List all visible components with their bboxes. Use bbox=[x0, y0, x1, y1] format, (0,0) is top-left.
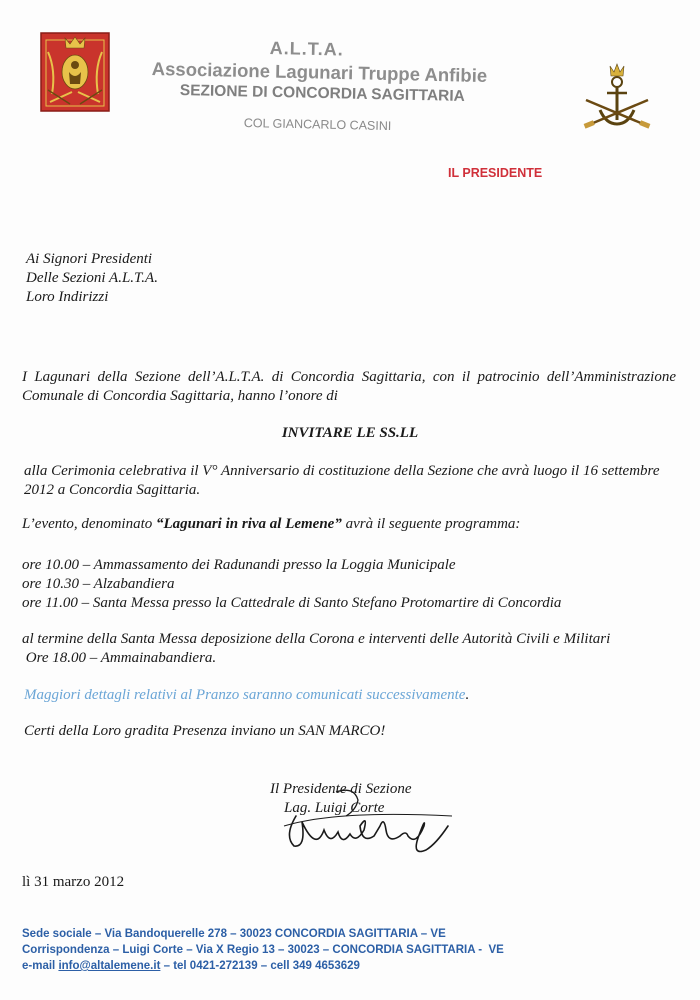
closing-line: Ore 18.00 – Ammainabandiera. bbox=[22, 650, 217, 666]
ceremony-paragraph: alla Cerimonia celebrativa il V° Anniversario di costituzione della Sezione che avrà luogo il 16 settembre 2012 a Concordia Sagittaria. bbox=[24, 463, 660, 498]
section-name: SEZIONE DI CONCORDIA SAGITTARIA bbox=[179, 82, 465, 105]
details-period: . bbox=[465, 687, 470, 703]
program-item: ore 11.00 – Santa Messa presso la Cattedrale di Santo Stefano Protomartire di Concordia bbox=[22, 595, 562, 611]
invite-heading: INVITARE LE SS.LL bbox=[281, 425, 419, 441]
details-note bbox=[24, 686, 469, 705]
email-link[interactable]: info@altalemene.it bbox=[58, 960, 161, 972]
intro-paragraph: I Lagunari della Sezione dell’A.L.T.A. di Concordia Sagittaria, con il patrocinio dell’Amministrazione Comunale di Concordia Sagittaria, hanno l’onore di bbox=[22, 369, 676, 404]
details-text: Maggiori dettagli relativi al Pranzo saranno comunicati successivamente bbox=[24, 687, 466, 703]
signature-name: Lag. Luigi Corte bbox=[284, 800, 385, 816]
anchor-emblem-icon bbox=[582, 60, 652, 136]
closing-paragraph bbox=[22, 630, 610, 668]
footer-address: Sede sociale – Via Bandoquerelle 278 – 30023 CONCORDIA SAGITTARIA – VE bbox=[22, 928, 446, 940]
phone-numbers: – tel 0421-272139 – cell 349 4653629 bbox=[160, 960, 360, 972]
event-prefix: L’evento, denominato bbox=[22, 516, 156, 532]
handwritten-signature bbox=[276, 786, 456, 856]
email-label: e-mail bbox=[22, 960, 59, 972]
footer-correspondence: Corrispondenza – Luigi Corte – Via X Regio 13 – 30023 – CONCORDIA SAGITTARIA - VE bbox=[22, 944, 504, 956]
crest-emblem-icon bbox=[40, 32, 110, 112]
signature-title: Il Presidente di Sezione bbox=[270, 781, 412, 797]
footer-contacts bbox=[22, 960, 360, 972]
closing-line: al termine della Santa Messa deposizione della Corona e interventi delle Autorità Civili e Militari bbox=[22, 631, 611, 647]
president-label: IL PRESIDENTE bbox=[448, 166, 543, 180]
document-date: lì 31 marzo 2012 bbox=[22, 874, 125, 890]
event-paragraph bbox=[22, 515, 520, 534]
association-name: Associazione Lagunari Truppe Anfibie bbox=[151, 58, 488, 87]
program-item: ore 10.00 – Ammassamento dei Radunandi presso la Loggia Municipale bbox=[22, 557, 456, 573]
event-name: “Lagunari in riva al Lemene” bbox=[156, 516, 342, 532]
association-acronym: A.L.T.A. bbox=[269, 38, 344, 60]
addressee-line: Ai Signori Presidenti bbox=[26, 251, 153, 267]
event-suffix: avrà il seguente programma: bbox=[341, 516, 521, 532]
program-item: ore 10.30 – Alzabandiera bbox=[22, 576, 175, 592]
greeting-line: Certi della Loro gradita Presenza inviano un SAN MARCO! bbox=[24, 723, 386, 739]
addressee-line: Delle Sezioni A.L.T.A. bbox=[26, 270, 158, 286]
addressee-line: Loro Indirizzi bbox=[26, 289, 109, 305]
colonel-name: COL GIANCARLO CASINI bbox=[243, 116, 392, 134]
addressee-block bbox=[26, 250, 158, 307]
program-list bbox=[22, 556, 561, 613]
